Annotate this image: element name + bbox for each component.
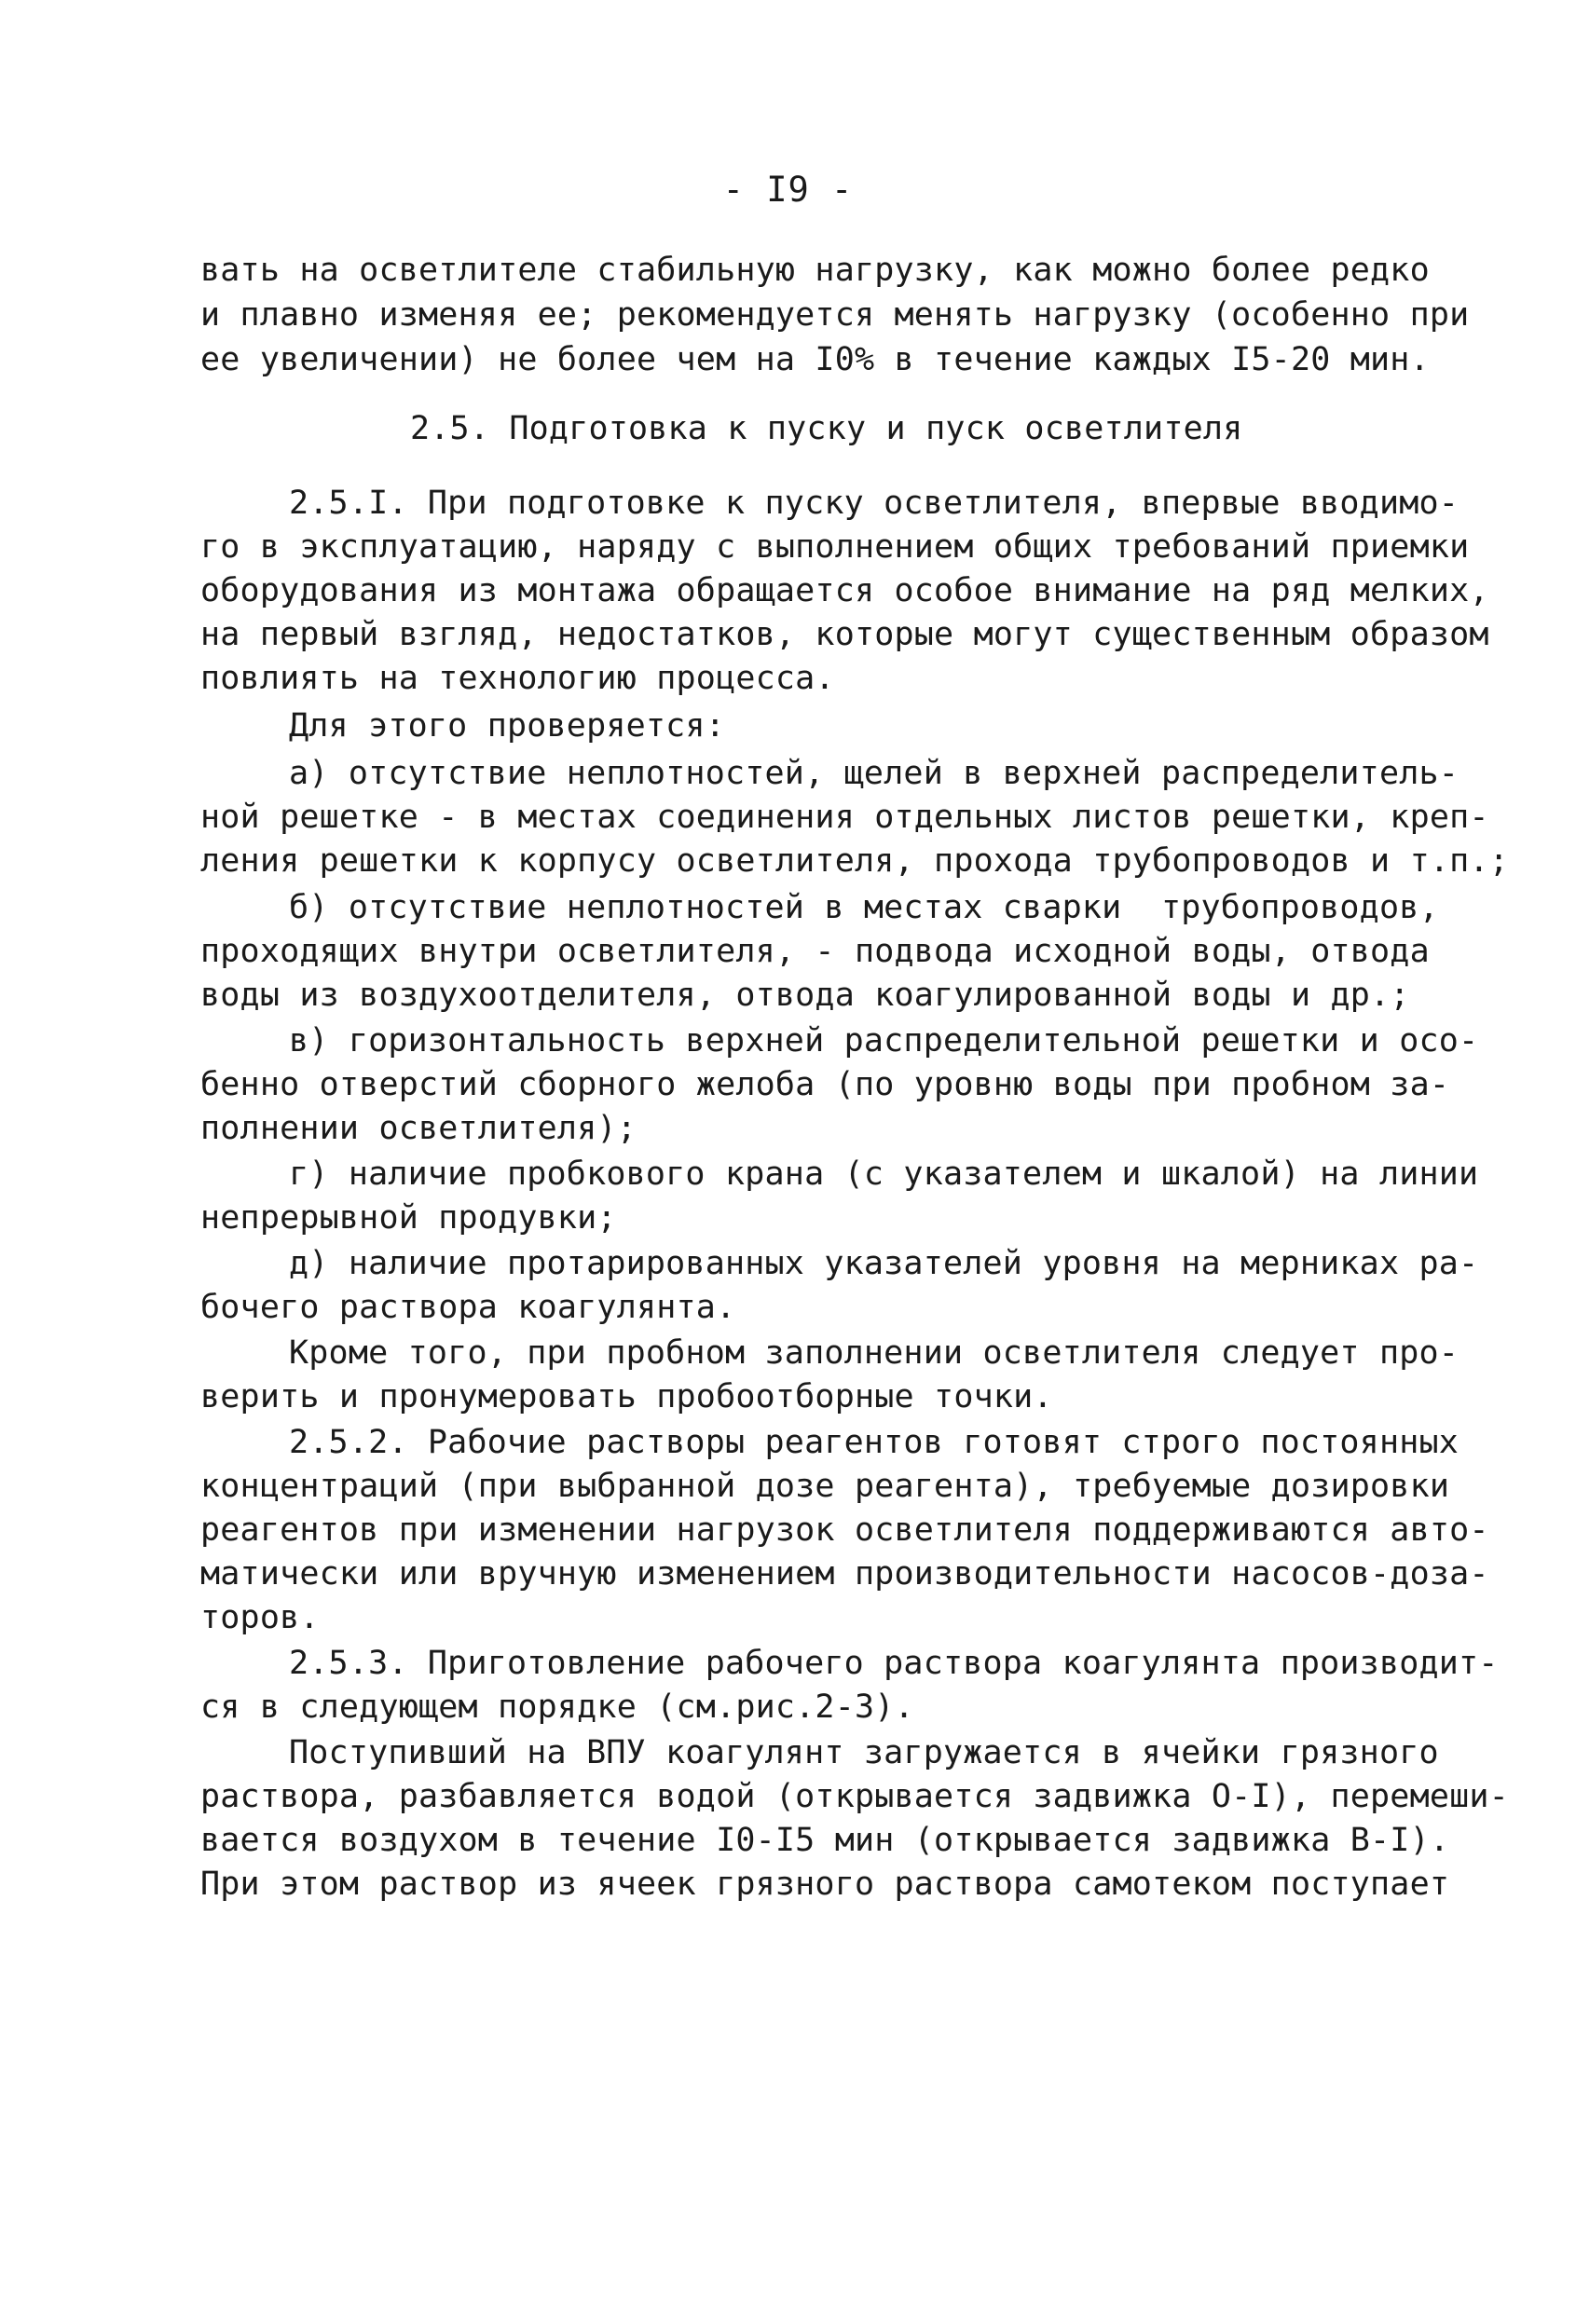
text-line: ся в следующем порядке (см.рис.2-3). — [200, 1688, 914, 1726]
text-line: вать на осветлителе стабильную нагрузку, как можно более редко — [200, 252, 1430, 289]
paragraph-line: Поступивший на ВПУ коагулянт загружается в ячейки грязного — [289, 1734, 1439, 1771]
list-item-a: а) отсутствие неплотностей, щелей в верхней распределитель- — [289, 755, 1460, 792]
text-line: раствора, разбавляется водой (открывается задвижка О-I), перемеши- — [200, 1778, 1509, 1815]
text-line: оборудования из монтажа обращается особое внимание на ряд мелких, — [200, 572, 1489, 609]
text-line: непрерывной продувки; — [200, 1199, 617, 1237]
list-item-v: в) горизонтальность верхней распределительной решетки и осо- — [289, 1022, 1479, 1059]
text-line: реагентов при изменении нагрузок осветлителя поддерживаются авто- — [200, 1511, 1489, 1549]
text-line: полнении осветлителя); — [200, 1110, 637, 1147]
text-line: проходящих внутри осветлителя, - подвода исходной воды, отвода — [200, 933, 1430, 970]
list-item-g: г) наличие пробкового крана (с указателем и шкалой) на линии — [289, 1155, 1479, 1193]
paragraph-line: Для этого проверяется: — [289, 707, 725, 745]
text-line: бенно отверстий сборного желоба (по уровню воды при пробном за- — [200, 1066, 1450, 1103]
text-line: ной решетке - в местах соединения отдельных листов решетки, креп- — [200, 799, 1489, 836]
section-heading: 2.5. Подготовка к пуску и пуск осветлителя — [410, 410, 1243, 447]
paragraph-line: 2.5.3. Приготовление рабочего раствора коагулянта производит- — [289, 1645, 1499, 1682]
text-line: бочего раствора коагулянта. — [200, 1289, 736, 1326]
text-line: повлиять на технологию процесса. — [200, 660, 835, 697]
text-line: ее увеличении) не более чем на I0% в течение каждых I5-20 мин. — [200, 341, 1430, 378]
text-line: и плавно изменяя ее; рекомендуется менять нагрузку (особенно при — [200, 296, 1470, 334]
text-line: на первый взгляд, недостатков, которые могут существенным образом — [200, 616, 1489, 653]
page-number: - I9 - — [722, 170, 854, 210]
paragraph-line: 2.5.I. При подготовке к пуску осветлителя, впервые вводимо- — [289, 485, 1460, 522]
text-line: верить и пронумеровать пробоотборные точки. — [200, 1378, 1053, 1415]
text-line: матически или вручную изменением производительности насосов-доза- — [200, 1555, 1489, 1593]
paragraph-line: 2.5.2. Рабочие растворы реагентов готовят строго постоянных — [289, 1424, 1460, 1461]
list-item-d: д) наличие протарированных указателей уровня на мерниках ра- — [289, 1245, 1479, 1282]
text-line: торов. — [200, 1599, 320, 1636]
text-line: концентраций (при выбранной дозе реагента), требуемые дозировки — [200, 1468, 1450, 1505]
text-line: ления решетки к корпусу осветлителя, прохода трубопроводов и т.п.; — [200, 842, 1509, 880]
text-line: При этом раствор из ячеек грязного раствора самотеком поступает — [200, 1866, 1450, 1903]
list-item-b: б) отсутствие неплотностей в местах сварки трубопроводов, — [289, 889, 1439, 926]
text-line: воды из воздухоотделителя, отвода коагулированной воды и др.; — [200, 977, 1410, 1014]
text-line: го в эксплуатацию, наряду с выполнением общих требований приемки — [200, 528, 1470, 566]
paragraph-line: Кроме того, при пробном заполнении осветлителя следует про- — [289, 1334, 1460, 1372]
text-line: вается воздухом в течение I0-I5 мин (открывается задвижка В-I). — [200, 1822, 1450, 1859]
